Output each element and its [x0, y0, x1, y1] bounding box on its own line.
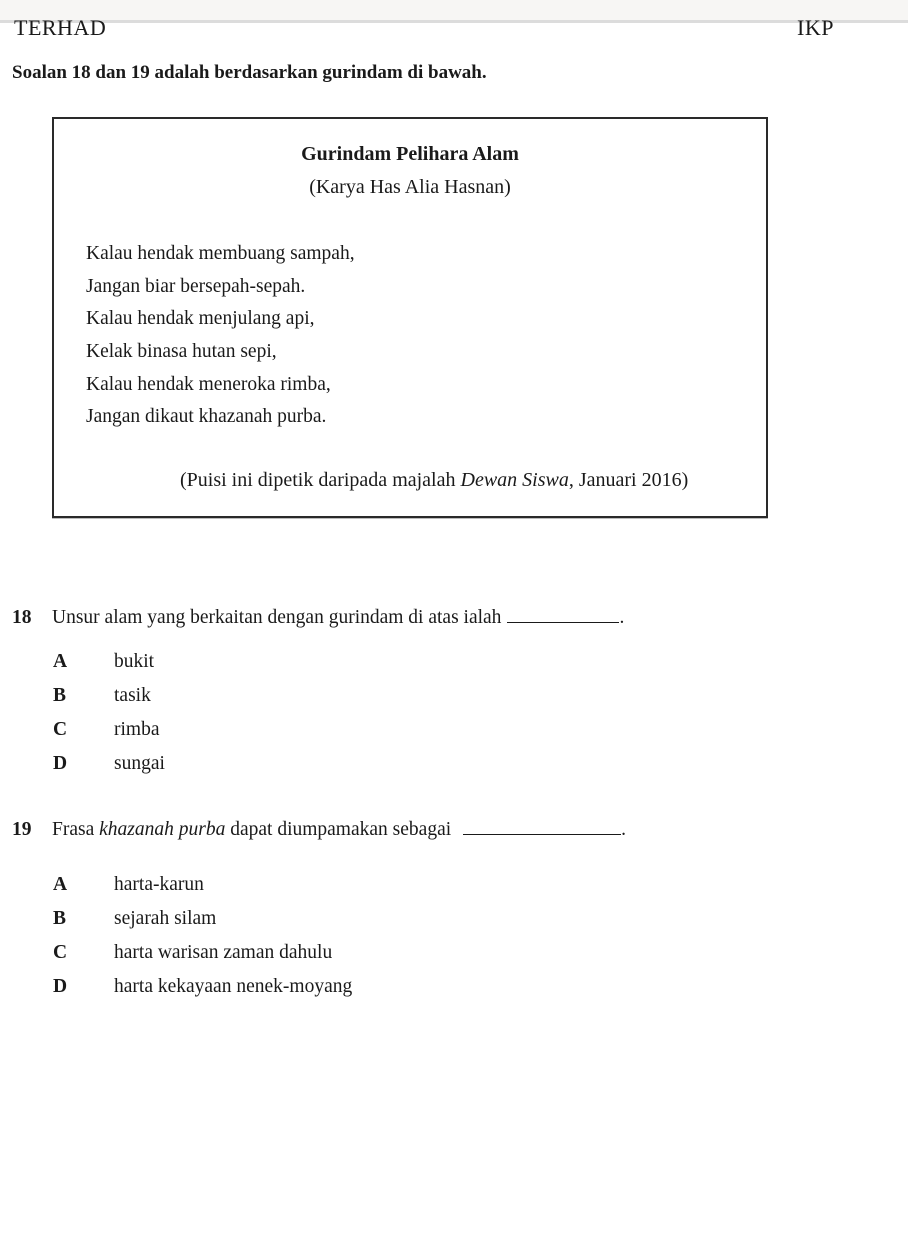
question-text-italic: khazanah purba [99, 819, 226, 840]
question-period: . [619, 607, 625, 628]
question-number: 18 [12, 607, 32, 628]
poem-line: Jangan biar bersepah-sepah. [86, 275, 306, 297]
question-number: 19 [12, 819, 32, 840]
header-code: IKP [797, 15, 834, 40]
poem-source [180, 467, 688, 493]
question-text-before: Frasa [52, 819, 100, 840]
option-letter: A [53, 651, 68, 672]
option-d[interactable] [53, 751, 165, 785]
poem-source-magazine: Dewan Siswa [460, 469, 569, 491]
poem-line: Kalau hendak meneroka rimba, [86, 373, 331, 395]
option-text: sungai [114, 753, 165, 774]
question-18 [12, 602, 624, 631]
option-a[interactable] [53, 649, 165, 683]
option-a[interactable] [53, 872, 352, 906]
poem-line: Jangan dikaut khazanah purba. [86, 406, 327, 428]
answer-blank [507, 602, 619, 623]
option-b[interactable] [53, 683, 165, 717]
poem-lines [86, 238, 355, 434]
question-19-options [53, 872, 352, 1008]
header-classification: TERHAD [14, 15, 107, 40]
option-letter: C [53, 942, 68, 963]
option-text: rimba [114, 719, 160, 740]
poem-line: Kalau hendak membuang sampah, [86, 243, 355, 264]
question-text: Unsur alam yang berkaitan dengan gurindam di atas ialah [52, 607, 502, 628]
poem-line: Kalau hendak menjulang api, [86, 308, 315, 330]
section-instruction: Soalan 18 dan 19 adalah berdasarkan gurindam di bawah. [12, 62, 487, 83]
question-18-options [53, 649, 165, 785]
question-text-after: dapat diumpamakan sebagai [225, 819, 452, 840]
option-letter: B [53, 685, 67, 706]
viewer-top-bar [0, 0, 908, 23]
option-letter: A [53, 874, 68, 895]
poem-source-suffix: , Januari 2016) [568, 469, 689, 491]
option-text: harta warisan zaman dahulu [114, 942, 333, 963]
question-19 [12, 814, 626, 843]
option-letter: B [53, 908, 67, 929]
option-d[interactable] [53, 974, 352, 1008]
poem-source-prefix: (Puisi ini dipetik daripada majalah [180, 469, 461, 491]
option-text: bukit [114, 651, 155, 672]
option-b[interactable] [53, 906, 352, 940]
option-letter: C [53, 719, 68, 740]
poem-title: Gurindam Pelihara Alam [301, 143, 519, 165]
question-period: . [621, 819, 627, 840]
answer-blank [463, 814, 621, 835]
option-c[interactable] [53, 940, 352, 974]
poem-author: (Karya Has Alia Hasnan) [309, 176, 511, 198]
option-text: harta-karun [114, 874, 204, 895]
option-letter: D [53, 976, 68, 997]
option-letter: D [53, 753, 68, 774]
option-text: tasik [114, 685, 151, 706]
option-text: sejarah silam [114, 908, 217, 929]
option-c[interactable] [53, 717, 165, 751]
poem-line: Kelak binasa hutan sepi, [86, 341, 277, 363]
option-text: harta kekayaan nenek-moyang [114, 976, 353, 997]
